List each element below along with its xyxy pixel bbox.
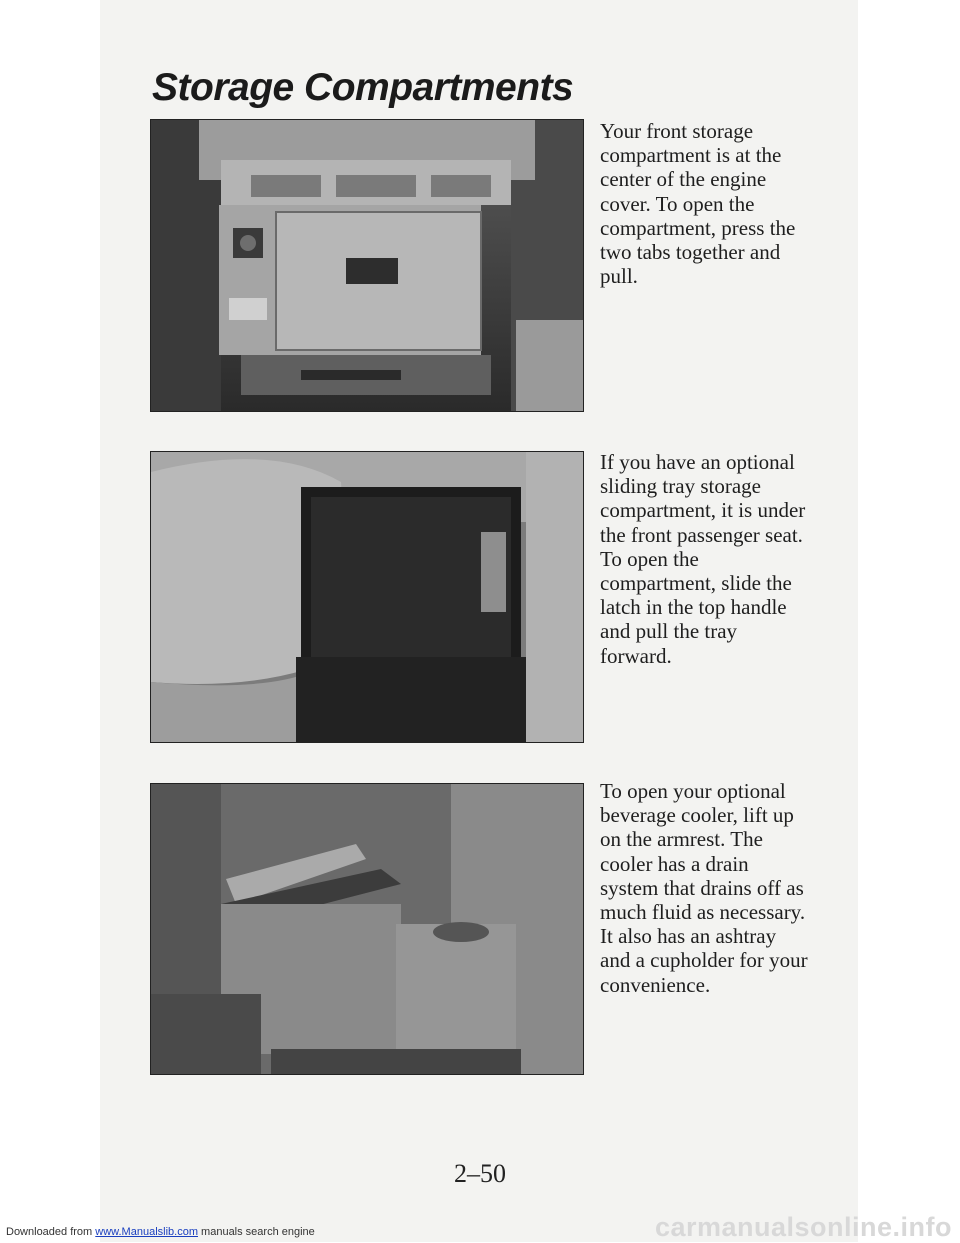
sliding-tray-text: If you have an optional sliding tray storage compartment, it is under the front passenger seat. To open the compartment, slide the latch in the top handle and pull the tray forward. — [600, 450, 806, 668]
beverage-cooler-text: To open your optional beverage cooler, lift up on the armrest. The cooler has a drain system that drains off as much fluid as necessary. It also has an ashtray and a cupholder for your convenience. — [600, 779, 808, 997]
page-heading: Storage Compartments — [152, 66, 574, 109]
site-watermark: carmanualsonline.info — [654, 1212, 952, 1242]
beverage-cooler-photo — [150, 783, 584, 1075]
front-storage-text: Your front storage compartment is at the center of the engine cover. To open the compartment, press the two tabs together and pull. — [600, 119, 796, 289]
page-number: 2–50 — [454, 1159, 506, 1188]
footer-prefix: Downloaded from — [6, 1226, 93, 1238]
sliding-tray-photo — [150, 451, 584, 743]
footer-suffix: manuals search engine — [201, 1226, 315, 1238]
manualslib-link[interactable]: www.Manualslib.com — [95, 1226, 198, 1238]
front-storage-photo — [150, 119, 584, 412]
download-footer — [6, 1226, 315, 1238]
